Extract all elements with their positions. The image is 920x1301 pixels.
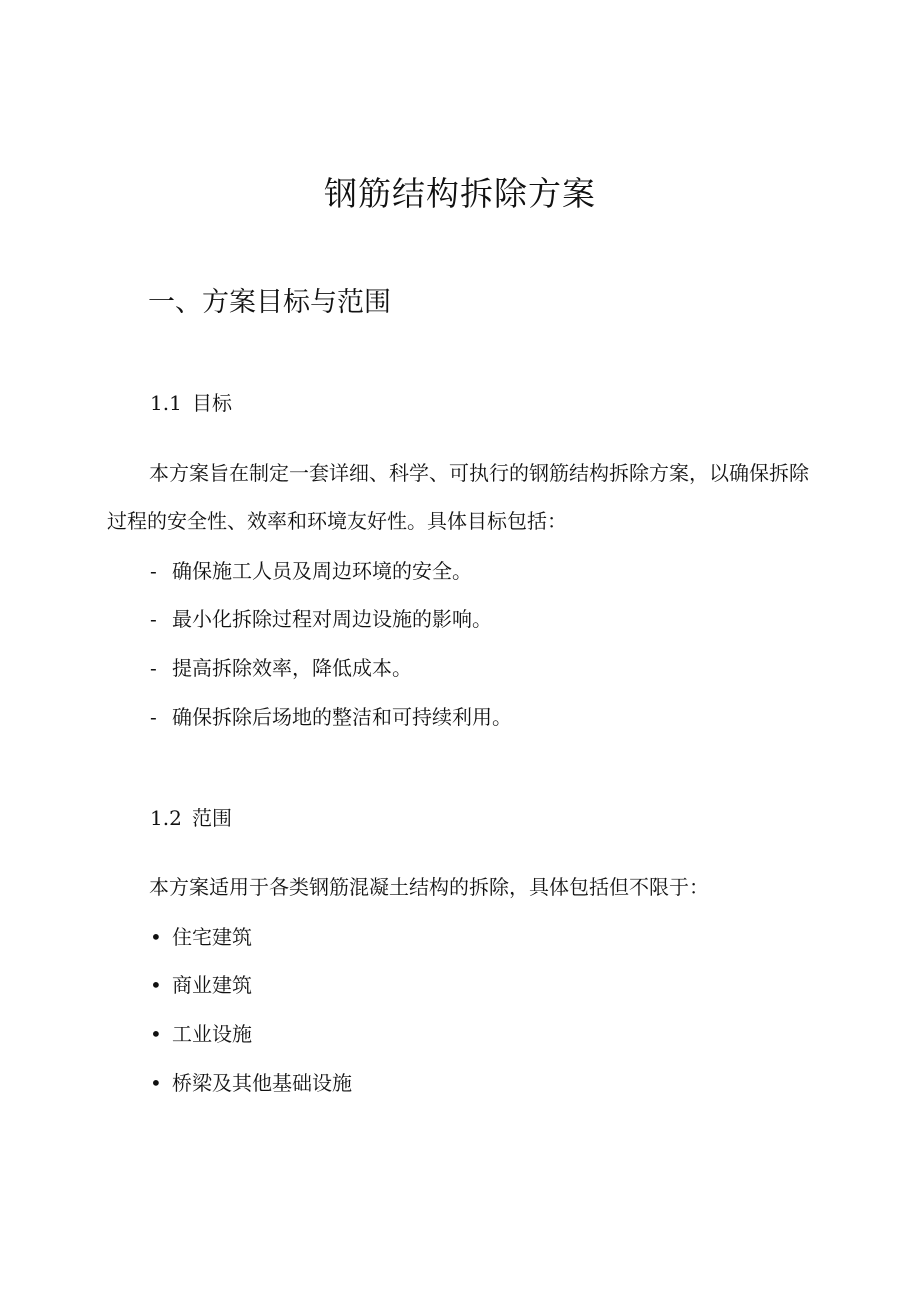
bullet-marker: •	[150, 973, 162, 997]
scope-list-item	[150, 1019, 252, 1049]
subsection-number: 1.1	[150, 391, 182, 415]
dash-marker: -	[150, 607, 157, 631]
bullet-marker: •	[150, 1071, 162, 1095]
subsection-label: 范围	[192, 806, 232, 830]
subsection-heading-goals	[150, 388, 232, 418]
goal-text: 提高拆除效率，降低成本。	[172, 656, 412, 680]
scope-text: 桥梁及其他基础设施	[172, 1071, 352, 1095]
dash-marker: -	[150, 559, 157, 583]
scope-text: 工业设施	[172, 1022, 252, 1046]
bullet-marker: •	[150, 1022, 162, 1046]
goal-text: 确保拆除后场地的整洁和可持续利用。	[172, 705, 512, 729]
scope-text: 商业建筑	[172, 973, 252, 997]
goal-list-item	[150, 653, 412, 683]
subsection-number: 1.2	[150, 806, 182, 830]
goal-list-item	[150, 702, 512, 732]
goal-list-item	[150, 604, 492, 634]
goal-text: 最小化拆除过程对周边设施的影响。	[172, 607, 492, 631]
bullet-marker: •	[150, 925, 162, 949]
scope-paragraph: 本方案适用于各类钢筋混凝土结构的拆除，具体包括但不限于：	[149, 875, 709, 899]
dash-marker: -	[150, 705, 157, 729]
dash-marker: -	[150, 656, 157, 680]
goal-list-item	[150, 556, 472, 586]
goal-text: 确保施工人员及周边环境的安全。	[172, 559, 472, 583]
section-heading: 一、方案目标与范围	[148, 287, 391, 318]
document-title: 钢筋结构拆除方案	[324, 174, 596, 213]
scope-list-item	[150, 1068, 352, 1098]
goals-paragraph: 本方案旨在制定一套详细、科学、可执行的钢筋结构拆除方案，以确保拆除过程的安全性、效率和环境友好性。具体目标包括：	[107, 461, 809, 533]
subsection-label: 目标	[192, 391, 232, 415]
scope-list-item	[150, 970, 252, 1000]
scope-text: 住宅建筑	[172, 925, 252, 949]
subsection-heading-scope	[150, 803, 232, 833]
scope-list-item	[150, 922, 252, 952]
